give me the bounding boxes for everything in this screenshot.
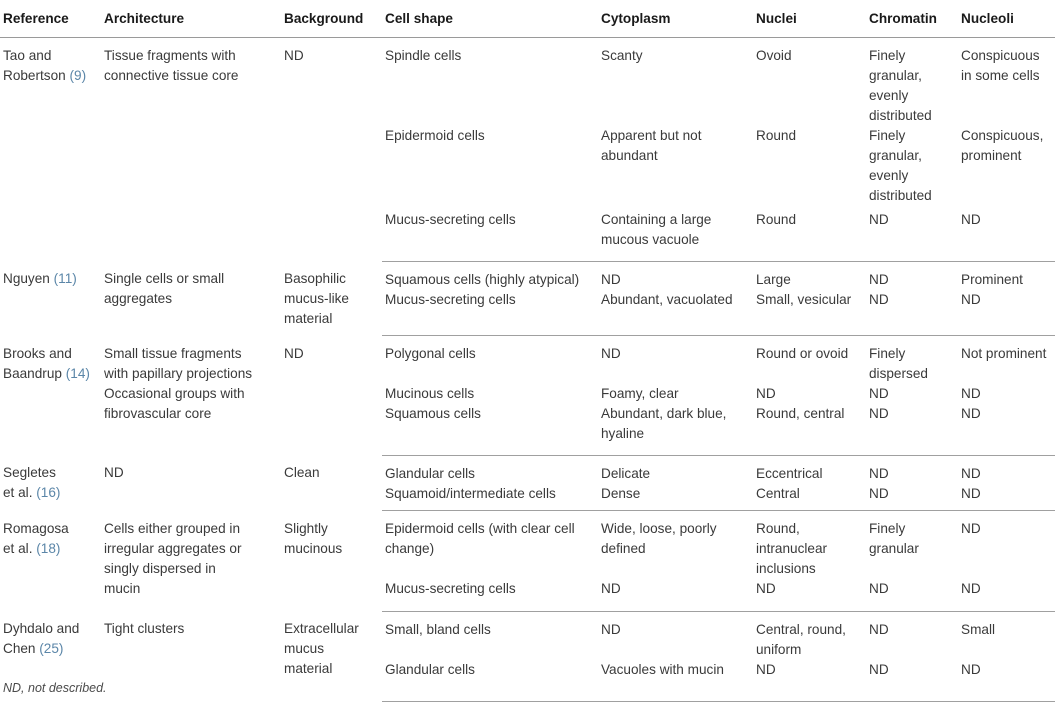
cytoplasm-cell: Scanty: [601, 48, 643, 63]
header-cell-shape: Cell shape: [382, 0, 598, 38]
background-cell: Slightly mucinous: [284, 520, 343, 556]
background-cell: Clean: [284, 465, 320, 480]
chromatin-cell: Finely granular: [869, 521, 919, 556]
cell-shape-cell: Small, bland cells: [385, 621, 491, 637]
header-cytoplasm: Cytoplasm: [598, 0, 753, 38]
cell-shape-cell: Squamoid/intermediate cells: [382, 484, 598, 511]
background-cell: ND: [284, 345, 304, 361]
cell-shape-cell: Mucus-secreting cells: [382, 290, 598, 336]
chromatin-cell: Finely granular, evenly distributed: [869, 128, 932, 203]
nuclei-cell: Ovoid: [756, 48, 792, 63]
reference-cell: Dyhdalo and Chen (25): [3, 621, 80, 656]
background-cell: ND: [284, 48, 304, 63]
nuclei-cell: Large: [756, 271, 791, 287]
table-row: [0, 611, 1055, 660]
cell-shape-cell: Polygonal cells: [385, 346, 476, 361]
table-row: [0, 455, 1055, 484]
nuclei-cell: Round: [753, 210, 866, 261]
nuclei-cell: ND: [753, 579, 866, 611]
cytoplasm-cell: Foamy, clear: [601, 386, 679, 401]
chromatin-cell: ND: [869, 465, 889, 481]
reference-cell: Romagosa et al. (18): [3, 520, 69, 556]
chromatin-cell: ND: [866, 210, 958, 261]
architecture-cell: Tissue fragments with connective tissue core: [104, 48, 239, 83]
table-row: [0, 38, 1055, 127]
header-background: Background: [281, 0, 382, 38]
cytoplasm-cell: Wide, loose, poorly defined: [601, 521, 717, 556]
nuclei-cell: Round or ovoid: [756, 346, 849, 361]
cell-shape-cell: Epidermoid cells (with clear cell change): [385, 521, 575, 556]
nucleoli-cell: ND: [961, 521, 981, 536]
header-chromatin: Chromatin: [866, 0, 958, 38]
footnote: ND, not described.: [3, 681, 107, 695]
architecture-cell: Single cells or small aggregates: [104, 271, 225, 306]
nucleoli-cell: ND: [958, 210, 1055, 261]
reference-cell: Nguyen (11): [3, 271, 77, 286]
nucleoli-cell: Conspicuous, prominent: [961, 128, 1044, 163]
nuclei-cell: ND: [753, 660, 866, 702]
cytoplasm-cell: Vacuoles with mucin: [598, 660, 753, 702]
citation-link[interactable]: (9): [69, 68, 87, 83]
background-cell: Extracellular mucus material: [284, 621, 359, 676]
architecture-cell: Small tissue fragments with papillary projections Occasional groups with fibrovascular core: [104, 345, 253, 421]
citation-link[interactable]: (18): [36, 540, 61, 556]
chromatin-cell: ND: [869, 271, 889, 287]
chromatin-cell: ND: [866, 290, 958, 336]
nucleoli-cell: ND: [961, 465, 981, 481]
cytoplasm-cell: Abundant, vacuolated: [598, 290, 753, 336]
nucleoli-cell: ND: [961, 386, 981, 401]
cell-shape-cell: Mucus-secreting cells: [382, 579, 598, 611]
cell-shape-cell: Squamous cells: [382, 404, 598, 455]
cell-shape-cell: Spindle cells: [385, 48, 462, 63]
header-architecture: Architecture: [101, 0, 281, 38]
cell-shape-cell: Epidermoid cells: [385, 128, 485, 143]
citation-link[interactable]: (11): [53, 271, 77, 286]
cytoplasm-cell: Containing a large mucous vacuole: [598, 210, 753, 261]
nucleoli-cell: ND: [958, 484, 1055, 511]
cytoplasm-cell: ND: [601, 621, 621, 637]
nuclei-cell: Small, vesicular: [753, 290, 866, 336]
header-nucleoli: Nucleoli: [958, 0, 1055, 38]
nuclei-cell: Eccentrical: [756, 465, 823, 481]
nucleoli-cell: Conspicuous in some cells: [961, 48, 1040, 83]
cytoplasm-cell: Abundant, dark blue, hyaline: [598, 404, 753, 455]
cytoplasm-cell: Dense: [598, 484, 753, 511]
nuclei-cell: Round, intranuclear inclusions: [756, 521, 828, 576]
nucleoli-cell: Prominent: [961, 271, 1023, 287]
table-row: [0, 511, 1055, 580]
cell-shape-cell: Squamous cells (highly atypical): [385, 271, 580, 287]
table-row: [0, 336, 1055, 385]
chromatin-cell: ND: [866, 660, 958, 702]
cell-shape-cell: Mucus-secreting cells: [382, 210, 598, 261]
architecture-cell: ND: [104, 465, 124, 480]
cell-shape-cell: Mucinous cells: [385, 386, 475, 401]
chromatin-cell: Finely granular, evenly distributed: [869, 48, 932, 123]
architecture-cell: Tight clusters: [104, 621, 185, 636]
nucleoli-cell: Small: [961, 621, 995, 637]
nucleoli-cell: ND: [958, 579, 1055, 611]
header-nuclei: Nuclei: [753, 0, 866, 38]
header-row: [0, 0, 1055, 38]
cell-shape-cell: Glandular cells: [385, 465, 475, 481]
chromatin-cell: ND: [866, 404, 958, 455]
citation-link[interactable]: (25): [39, 641, 64, 656]
nuclei-cell: Central, round, uniform: [756, 621, 846, 657]
table-row: [0, 261, 1055, 290]
chromatin-cell: Finely dispersed: [869, 346, 928, 381]
cytoplasm-cell: ND: [601, 271, 621, 287]
nucleoli-cell: Not prominent: [961, 346, 1047, 361]
reference-cell: Segletes et al. (16): [3, 465, 61, 500]
background-cell: Basophilic mucus-like material: [284, 271, 349, 326]
chromatin-cell: ND: [869, 621, 889, 637]
cytoplasm-cell: ND: [598, 579, 753, 611]
reference-cell: Tao and Robertson (9): [3, 48, 87, 83]
cytoplasm-cell: Delicate: [601, 465, 651, 481]
cell-shape-cell: Glandular cells: [382, 660, 598, 702]
nuclei-cell: ND: [756, 386, 776, 401]
nuclei-cell: Round, central: [753, 404, 866, 455]
nucleoli-cell: ND: [958, 290, 1055, 336]
chromatin-cell: ND: [866, 579, 958, 611]
cytoplasm-cell: Apparent but not abundant: [601, 128, 702, 163]
chromatin-cell: ND: [869, 386, 889, 401]
nuclei-cell: Central: [753, 484, 866, 511]
nuclei-cell: Round: [756, 128, 797, 143]
nucleoli-cell: ND: [958, 404, 1055, 455]
citation-link[interactable]: (16): [36, 485, 61, 500]
chromatin-cell: ND: [866, 484, 958, 511]
cytoplasm-cell: ND: [601, 346, 621, 361]
architecture-cell: Cells either grouped in irregular aggregates or singly dispersed in mucin: [104, 520, 242, 596]
nucleoli-cell: ND: [958, 660, 1055, 702]
citation-link[interactable]: (14): [65, 365, 90, 381]
reference-cell: Brooks and Baandrup (14): [3, 345, 90, 381]
header-reference: Reference: [0, 0, 101, 38]
